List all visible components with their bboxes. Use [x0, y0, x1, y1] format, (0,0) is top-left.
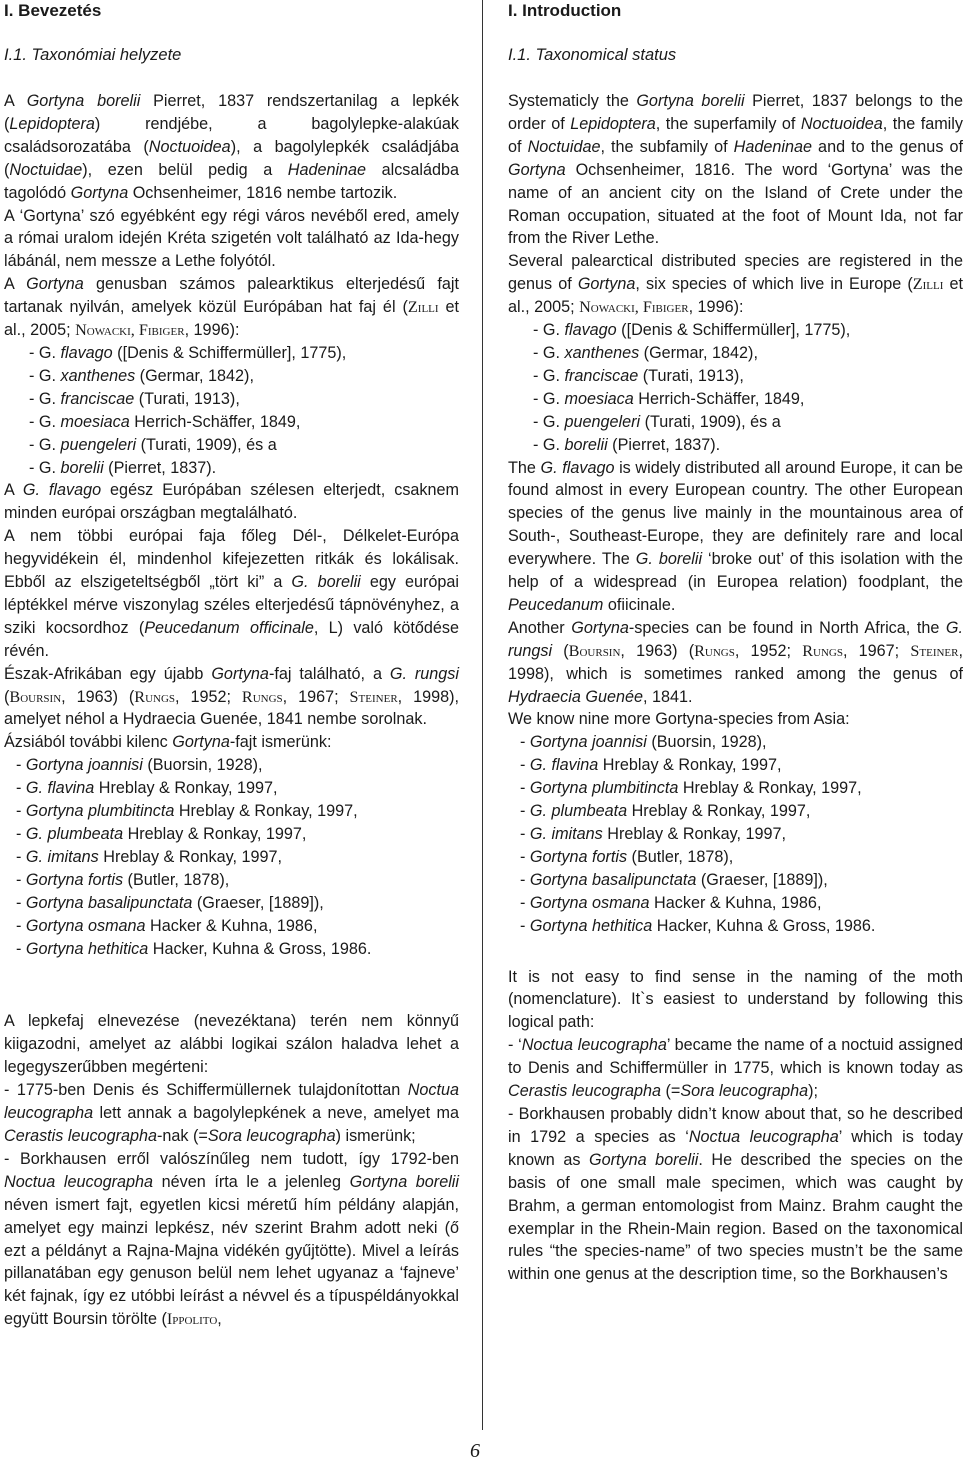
paragraph-flavago-en: The G. flavago is widely distributed all around Europe, it can be found almost in every European country. The other European species of the genus live mainly in the mountainous area of South-, Southeast-Europe, they are definitely rare and local everywhere. The G. borelii ‘broke out’ of this isolation with the help of a widespread (in Europea relation) foodplant, the Peucedanum ofiicinale.: [508, 458, 963, 614]
paragraph-denis-en: - ‘Noctua leucographa’ became the name of a noctuid assigned to Denis and Schiffermüller in 1775, which is known today as Cerastis leucographa (=Sora leucographa);: [508, 1036, 963, 1101]
list-item: - G. borelii (Pierret, 1837).: [29, 458, 217, 477]
list-item: - Gortyna joannisi (Buorsin, 1928),: [520, 733, 767, 752]
asian-species-list-en: [508, 731, 963, 937]
spacer: [4, 960, 459, 1010]
paragraph-flavago-hu: A G. flavago egész Európában szélesen elterjedt, csaknem minden európai országban megtalálható.: [4, 481, 460, 523]
list-item: - G. borelii (Pierret, 1837).: [533, 435, 721, 454]
european-species-list-en: [508, 319, 963, 456]
list-item: - Gortyna osmana Hacker & Kuhna, 1986,: [16, 916, 318, 935]
paragraph-borkhausen-hu: - Borkhausen erről valószínűleg nem tudott, így 1792-ben Noctua leucographa néven írta le a jelenleg Gortyna borelii néven ismert fajt, egyetlen kicsi méretű hím példány alapján, amelyet egy mainzi lepkész, név szerint Brahm adott neki (ő ezt a példányt a Rajna-Majna vidékén gyűjtötte). Mivel a leírás pillanatában egy genuson belül nem lehet ugyanaz a ‘fajneve’ két fajnak, így ez utóbbi leírást a névvel és a típuspéldányokkal együtt Boursin törölte (Ippolito,: [4, 1149, 459, 1329]
list-item: - G. franciscae (Turati, 1913),: [533, 366, 744, 385]
list-item: - G. imitans Hreblay & Ronkay, 1997,: [16, 847, 283, 866]
list-item: - Gortyna fortis (Butler, 1878),: [520, 847, 734, 866]
subheading-en: I.1. Taxonomical status: [508, 46, 677, 64]
list-item: - G. imitans Hreblay & Ronkay, 1997,: [520, 825, 787, 843]
heading-hu: I. Bevezetés: [4, 1, 102, 20]
paragraph-species-intro-en: Several palearctical distributed species are registered in the genus of Gortyna, six species of which live in Europe (Zilli et al., 2005; Nowacki, Fibiger, 1996):: [508, 252, 963, 317]
list-item: - Gortyna plumbitincta Hreblay & Ronkay, 1997,: [520, 779, 862, 798]
paragraph-north-africa-hu: Észak-Afrikában egy újabb Gortyna-faj található, a G. rungsi (Boursin, 1963) (Rungs, 1952; Rungs, 1967; Steiner, 1998), amelyet néhol a Hydraecia Guenée, 1841 nembe sorolnak.: [4, 664, 459, 729]
list-item: - G. flavago ([Denis & Schiffermüller], 1775),: [29, 343, 347, 362]
right-column: [508, 0, 963, 1286]
paragraph-asia-intro-en: We know nine more Gortyna-species from Asia:: [508, 710, 850, 729]
list-item: - Gortyna hethitica Hacker, Kuhna & Gross, 1986.: [520, 916, 876, 935]
paragraph-species-intro-hu: A Gortyna genusban számos palearktikus elterjedésű fajt tartanak nyilván, amelyek közül Európában hat faj él (Zilli et al., 2005; Nowacki, Fibiger, 1996):: [4, 275, 460, 340]
list-item: - G. flavina Hreblay & Ronkay, 1997,: [520, 756, 782, 775]
paragraph-nomenclature-en: It is not easy to find sense in the naming of the moth (nomenclature). It`s easiest to understand by following this logical path:: [508, 967, 963, 1032]
heading-en: I. Introduction: [508, 1, 622, 20]
list-item: - G. flavina Hreblay & Ronkay, 1997,: [16, 779, 278, 798]
list-item: - G. moesiaca Herrich-Schäffer, 1849,: [533, 389, 805, 408]
list-item: - Gortyna joannisi (Buorsin, 1928),: [16, 756, 263, 775]
list-item: - Gortyna plumbitincta Hreblay & Ronkay, 1997,: [16, 802, 358, 821]
subheading-hu: I.1. Taxonómiai helyzete: [4, 46, 182, 64]
paragraph-asia-intro-hu: Ázsiából további kilenc Gortyna-fajt ismerünk:: [4, 733, 332, 752]
paragraph-taxonomy-hu: A Gortyna borelii Pierret, 1837 rendszertanilag a lepkék (Lepidoptera) rendjébe, a bagolylepke-alakúak családsorozatába (Noctuoidea), a bagolylepkék családjába (Noctuidae), ezen belül pedig a Hadeninae alcsaládba tagolódó Gortyna Ochsenheimer, 1816 nembe tartozik.: [4, 92, 459, 202]
list-item: - G. xanthenes (Germar, 1842),: [533, 343, 758, 362]
page-number: 6: [470, 1440, 480, 1462]
column-divider: [482, 0, 483, 1430]
list-item: - Gortyna hethitica Hacker, Kuhna & Gross, 1986.: [16, 939, 372, 958]
list-item: - Gortyna basalipunctata (Graeser, [1889]),: [520, 870, 828, 889]
list-item: - Gortyna osmana Hacker & Kuhna, 1986,: [520, 893, 822, 912]
paragraph-etymology-hu: A ‘Gortyna’ szó egyébként egy régi város nevéből ered, amely a római uralom idején Kréta szigetén volt található az Ida-hegy lábánál, nem messze a Lethe folyótól.: [4, 206, 459, 271]
asian-species-list-hu: [4, 754, 459, 960]
list-item: - G. flavago ([Denis & Schiffermüller], 1775),: [533, 321, 851, 340]
paragraph-nomenclature-hu: A lepkefaj elnevezése (nevezéktana) terén nem könnyű kiigazodni, amelyet az alábbi logikai szálon haladva lehet a legegyszerűbben megérteni:: [4, 1012, 459, 1077]
list-item: - G. franciscae (Turati, 1913),: [29, 389, 240, 408]
paragraph-borelii-hu: A nem többi európai faja főleg Dél-, Délkelet-Európa hegyvidékein él, mindenhol kifejezetten ritkák és lokálisak. Ebből az elszigeteltségből „tört ki” a G. borelii egy európai léptékkel mérve viszonylag széles elterjedésű tápnövényhez, a sziki kocsordhoz (Peucedanum officinale, L) való kötődése révén.: [4, 527, 460, 660]
spacer: [508, 938, 963, 966]
list-item: - G. puengeleri (Turati, 1909), és a: [533, 412, 781, 431]
european-species-list-hu: [4, 342, 459, 479]
list-item: - G. plumbeata Hreblay & Ronkay, 1997,: [520, 802, 811, 821]
paragraph-borkhausen-en: - Borkhausen probably didn’t know about that, so he described in 1792 a species as ‘Noctua leucographa’ which is today known as Gortyna borelii. He described the species on the basis of one small male specimen, which was caught by Brahm, a german entomologist from Mainz. Brahm caught the exemplar in the Rhein-Main region. Based on the taxonomical rules “the species-name” of two species mustn’t be the same within one genus at the description time, so the Borkhausen’s: [508, 1104, 963, 1284]
paragraph-denis-hu: - 1775-ben Denis és Schiffermüllernek tulajdonítottan Noctua leucographa lett annak a bagolylepkének a neve, amelyet ma Cerastis leucographa-nak (=Sora leucographa) ismerünk;: [4, 1081, 459, 1145]
list-item: - G. xanthenes (Germar, 1842),: [29, 366, 254, 385]
list-item: - Gortyna fortis (Butler, 1878),: [16, 870, 230, 889]
paragraph-taxonomy-en: Systematicly the Gortyna borelii Pierret, 1837 belongs to the order of Lepidoptera, the superfamily of Noctuoidea, the family of Noctuidae, the subfamily of Hadeninae and to the genus of Gortyna Ochsenheimer, 1816. The word ‘Gortyna’ was the name of an ancient city on the Island of Crete under the Roman occupation, situated at the foot of Mount Ida, not far from the River Lethe.: [508, 92, 963, 248]
paragraph-north-africa-en: Another Gortyna-species can be found in North Africa, the G. rungsi (Boursin, 1963) (Rungs, 1952; Rungs, 1967; Steiner, 1998), which is sometimes ranked among the genus of Hydraecia Guenée, 1841.: [508, 618, 963, 706]
list-item: - G. moesiaca Herrich-Schäffer, 1849,: [29, 412, 301, 431]
list-item: - G. puengeleri (Turati, 1909), és a: [29, 435, 277, 454]
list-item: - Gortyna basalipunctata (Graeser, [1889]),: [16, 893, 324, 912]
left-column: [4, 0, 459, 1331]
list-item: - G. plumbeata Hreblay & Ronkay, 1997,: [16, 825, 307, 843]
